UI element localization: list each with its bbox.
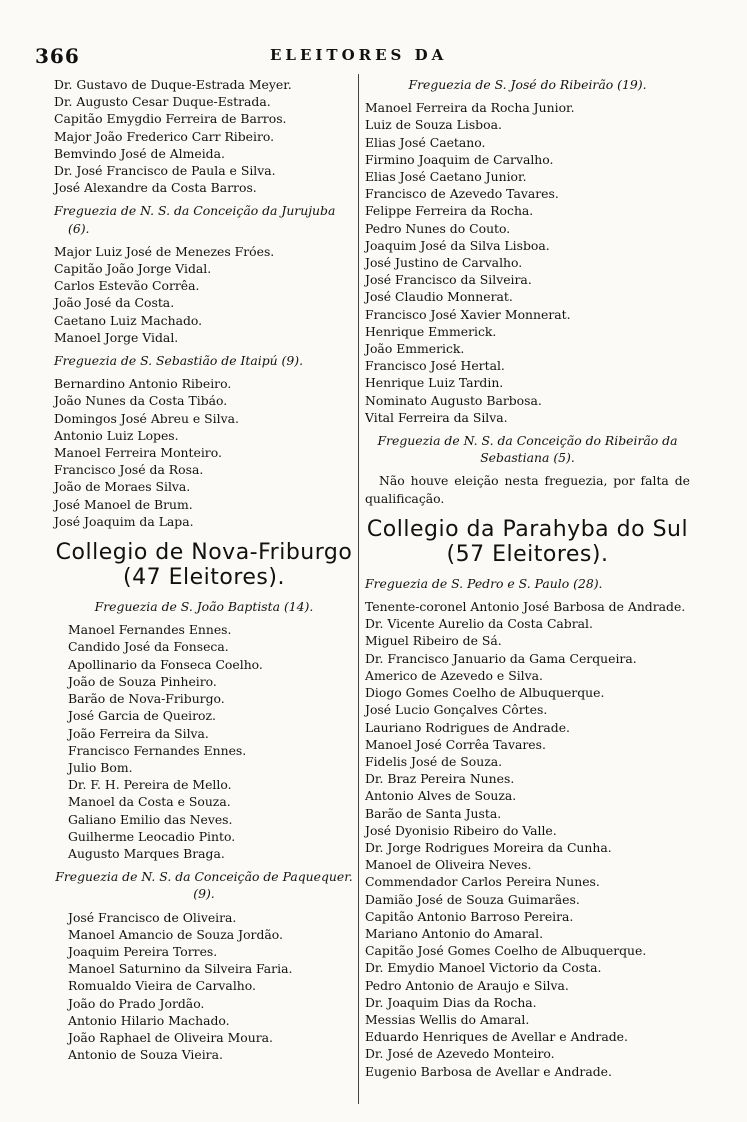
elector-name: Dr. José de Azevedo Monteiro. bbox=[365, 1046, 555, 1062]
right-column bbox=[365, 76, 690, 1080]
elector-name: Capitão Emygdio Ferreira de Barros. bbox=[54, 111, 287, 127]
elector-name: Lauriano Rodrigues de Andrade. bbox=[365, 719, 570, 735]
elector-name: Manoel Fernandes Ennes. bbox=[68, 622, 232, 638]
elector-name: Dr. Joaquim Dias da Rocha. bbox=[365, 994, 537, 1010]
elector-name: Manoel Jorge Vidal. bbox=[54, 329, 179, 345]
elector-name: Miguel Ribeiro de Sá. bbox=[365, 633, 502, 649]
elector-name: Dr. Jorge Rodrigues Moreira da Cunha. bbox=[365, 839, 612, 855]
parish-heading-itaipu: Freguezia de S. Sebastião de Itaipú (9). bbox=[54, 353, 304, 369]
parish-heading-baptista: Freguezia de S. João Baptista (14). bbox=[94, 599, 314, 615]
elector-name: Pedro Nunes do Couto. bbox=[365, 220, 511, 236]
paquequer-names-list bbox=[54, 909, 354, 1064]
elector-name: Manoel de Oliveira Neves. bbox=[365, 857, 532, 873]
elector-name: José Francisco de Oliveira. bbox=[68, 909, 237, 925]
elector-name: Francisco Fernandes Ennes. bbox=[68, 742, 247, 758]
running-head: ELEITORES DA bbox=[270, 46, 448, 64]
elector-name: José Manoel de Brum. bbox=[54, 496, 193, 512]
elector-name: Fidelis José de Souza. bbox=[365, 753, 503, 769]
jurujuba-names-list bbox=[54, 243, 354, 346]
elector-name: Pedro Antonio de Araujo e Silva. bbox=[365, 977, 569, 993]
elector-name: Caetano Luiz Machado. bbox=[54, 312, 203, 328]
parish-heading-jurujuba: Freguezia de N. S. da Conceição da Jurujuba (6). bbox=[54, 203, 336, 236]
elector-name: Francisco José Xavier Monnerat. bbox=[365, 306, 571, 322]
itaipu-names-list bbox=[54, 375, 354, 530]
elector-name: Bemvindo José de Almeida. bbox=[54, 145, 225, 161]
elector-name: João de Moraes Silva. bbox=[54, 479, 191, 495]
elector-name: João José da Costa. bbox=[54, 295, 175, 311]
elector-name: João Nunes da Costa Tibáo. bbox=[54, 393, 228, 409]
elector-name: Diogo Gomes Coelho de Albuquerque. bbox=[365, 685, 605, 701]
elector-name: Dr. Augusto Cesar Duque-Estrada. bbox=[54, 94, 271, 110]
elector-name: José Justino de Carvalho. bbox=[365, 255, 523, 271]
elector-name: Major João Frederico Carr Ribeiro. bbox=[54, 128, 275, 144]
elector-name: Manoel Amancio de Souza Jordão. bbox=[68, 926, 283, 942]
elector-name: João Ferreira da Silva. bbox=[68, 725, 209, 741]
elector-name: Eduardo Henriques de Avellar e Andrade. bbox=[365, 1029, 628, 1045]
elector-name: Manoel José Corrêa Tavares. bbox=[365, 736, 546, 752]
top-names-list bbox=[54, 76, 354, 196]
elector-name: Henrique Luiz Tardin. bbox=[365, 375, 504, 391]
college-heading-friburgo bbox=[54, 540, 354, 590]
elector-name: Eugenio Barbosa de Avellar e Andrade. bbox=[365, 1063, 612, 1079]
elector-name: José Dyonisio Ribeiro do Valle. bbox=[365, 822, 557, 838]
elector-name: Barão de Nova-Friburgo. bbox=[68, 691, 225, 707]
elector-name: Apollinario da Fonseca Coelho. bbox=[68, 656, 263, 672]
elector-name: Mariano Antonio do Amaral. bbox=[365, 925, 544, 941]
elector-name: Vital Ferreira da Silva. bbox=[365, 409, 508, 425]
parish-heading-sebastiana: Freguezia de N. S. da Conceição do Ribeirão da Sebastiana (5). bbox=[377, 433, 678, 466]
elector-name: Barão de Santa Justa. bbox=[365, 805, 502, 821]
elector-name: José Claudio Monnerat. bbox=[365, 289, 513, 305]
parish-heading-paquequer: Freguezia de N. S. da Conceição de Paquequer. (9). bbox=[55, 869, 353, 902]
elector-name: Bernardino Antonio Ribeiro. bbox=[54, 376, 232, 392]
college-title: Collegio de Nova-Friburgo bbox=[55, 540, 353, 566]
elector-name: João Raphael de Oliveira Moura. bbox=[68, 1029, 273, 1045]
elector-name: Francisco José da Rosa. bbox=[54, 462, 204, 478]
left-column bbox=[54, 76, 354, 1063]
elector-name: Guilherme Leocadio Pinto. bbox=[68, 828, 236, 844]
elector-name: Julio Bom. bbox=[68, 759, 133, 775]
elector-name: Manoel Ferreira Monteiro. bbox=[54, 445, 222, 461]
page-number: 366 bbox=[35, 44, 80, 68]
elector-name: Commendador Carlos Pereira Nunes. bbox=[365, 874, 600, 890]
elector-name: Joaquim José da Silva Lisboa. bbox=[365, 237, 550, 253]
elector-name: Tenente-coronel Antonio José Barbosa de Andrade. bbox=[365, 599, 686, 615]
college-title: Collegio da Parahyba do Sul bbox=[366, 516, 689, 542]
elector-name: Luiz de Souza Lisboa. bbox=[365, 117, 502, 133]
parish-heading-ribeirao: Freguezia de S. José do Ribeirão (19). bbox=[408, 77, 647, 92]
elector-name: José Garcia de Queiroz. bbox=[68, 708, 216, 724]
elector-name: Dr. Francisco Januario da Gama Cerqueira. bbox=[365, 650, 637, 666]
college-count: (57 Eleitores). bbox=[446, 541, 609, 567]
elector-name: Dr. José Francisco de Paula e Silva. bbox=[54, 163, 276, 179]
elector-name: Nominato Augusto Barbosa. bbox=[365, 392, 542, 408]
ribeirao-names-list bbox=[365, 99, 690, 426]
elector-name: Felippe Ferreira da Rocha. bbox=[365, 203, 534, 219]
elector-name: José Francisco da Silveira. bbox=[365, 272, 532, 288]
elector-name: Americo de Azevedo e Silva. bbox=[365, 667, 543, 683]
elector-name: João de Souza Pinheiro. bbox=[68, 673, 217, 689]
elector-name: Dr. F. H. Pereira de Mello. bbox=[68, 777, 232, 793]
elector-name: Dr. Vicente Aurelio da Costa Cabral. bbox=[365, 616, 593, 632]
parish-heading-pedro-paulo: Freguezia de S. Pedro e S. Paulo (28). bbox=[365, 575, 603, 591]
elector-name: Capitão João Jorge Vidal. bbox=[54, 261, 212, 277]
elector-name: Domingos José Abreu e Silva. bbox=[54, 410, 239, 426]
elector-name: Antonio Hilario Machado. bbox=[68, 1012, 230, 1028]
elector-name: Damião José de Souza Guimarães. bbox=[365, 891, 580, 907]
elector-name: Capitão Antonio Barroso Pereira. bbox=[365, 908, 574, 924]
college-count: (47 Eleitores). bbox=[123, 565, 285, 591]
elector-name: José Lucio Gonçalves Côrtes. bbox=[365, 702, 548, 718]
elector-name: João Emmerick. bbox=[365, 341, 465, 357]
sebastiana-note: Não houve eleição nesta freguezia, por falta de qualificação. bbox=[365, 473, 690, 506]
elector-name: Dr. Emydio Manoel Victorio da Costa. bbox=[365, 960, 602, 976]
elector-name: Capitão José Gomes Coelho de Albuquerque. bbox=[365, 943, 647, 959]
elector-name: Dr. Braz Pereira Nunes. bbox=[365, 771, 515, 787]
college-heading-parahyba bbox=[365, 517, 690, 567]
elector-name: Manoel Saturnino da Silveira Faria. bbox=[68, 961, 293, 977]
elector-name: José Joaquim da Lapa. bbox=[54, 513, 194, 529]
baptista-names-list bbox=[54, 621, 354, 862]
elector-name: Antonio Alves de Souza. bbox=[365, 788, 517, 804]
elector-name: Elias José Caetano. bbox=[365, 134, 486, 150]
elector-name: Firmino Joaquim de Carvalho. bbox=[365, 151, 554, 167]
elector-name: Antonio Luiz Lopes. bbox=[54, 427, 179, 443]
elector-name: Romualdo Vieira de Carvalho. bbox=[68, 978, 256, 994]
elector-name: Carlos Estevão Corrêa. bbox=[54, 278, 200, 294]
elector-name: Elias José Caetano Junior. bbox=[365, 169, 527, 185]
elector-name: Manoel Ferreira da Rocha Junior. bbox=[365, 100, 575, 116]
elector-name: Major Luiz José de Menezes Fróes. bbox=[54, 243, 275, 259]
elector-name: Joaquim Pereira Torres. bbox=[68, 943, 218, 959]
elector-name: Francisco de Azevedo Tavares. bbox=[365, 186, 559, 202]
elector-name: Messias Wellis do Amaral. bbox=[365, 1011, 530, 1027]
elector-name: João do Prado Jordão. bbox=[68, 995, 205, 1011]
elector-name: Candido José da Fonseca. bbox=[68, 639, 229, 655]
elector-name: José Alexandre da Costa Barros. bbox=[54, 180, 257, 196]
column-divider bbox=[358, 74, 359, 1104]
elector-name: Dr. Gustavo de Duque-Estrada Meyer. bbox=[54, 77, 292, 92]
elector-name: Galiano Emilio das Neves. bbox=[68, 811, 233, 827]
elector-name: Manoel da Costa e Souza. bbox=[68, 794, 231, 810]
elector-name: Francisco José Hertal. bbox=[365, 358, 505, 374]
pedro-paulo-names-list bbox=[365, 598, 690, 1080]
elector-name: Antonio de Souza Vieira. bbox=[68, 1047, 223, 1063]
elector-name: Augusto Marques Braga. bbox=[68, 845, 225, 861]
elector-name: Henrique Emmerick. bbox=[365, 323, 497, 339]
